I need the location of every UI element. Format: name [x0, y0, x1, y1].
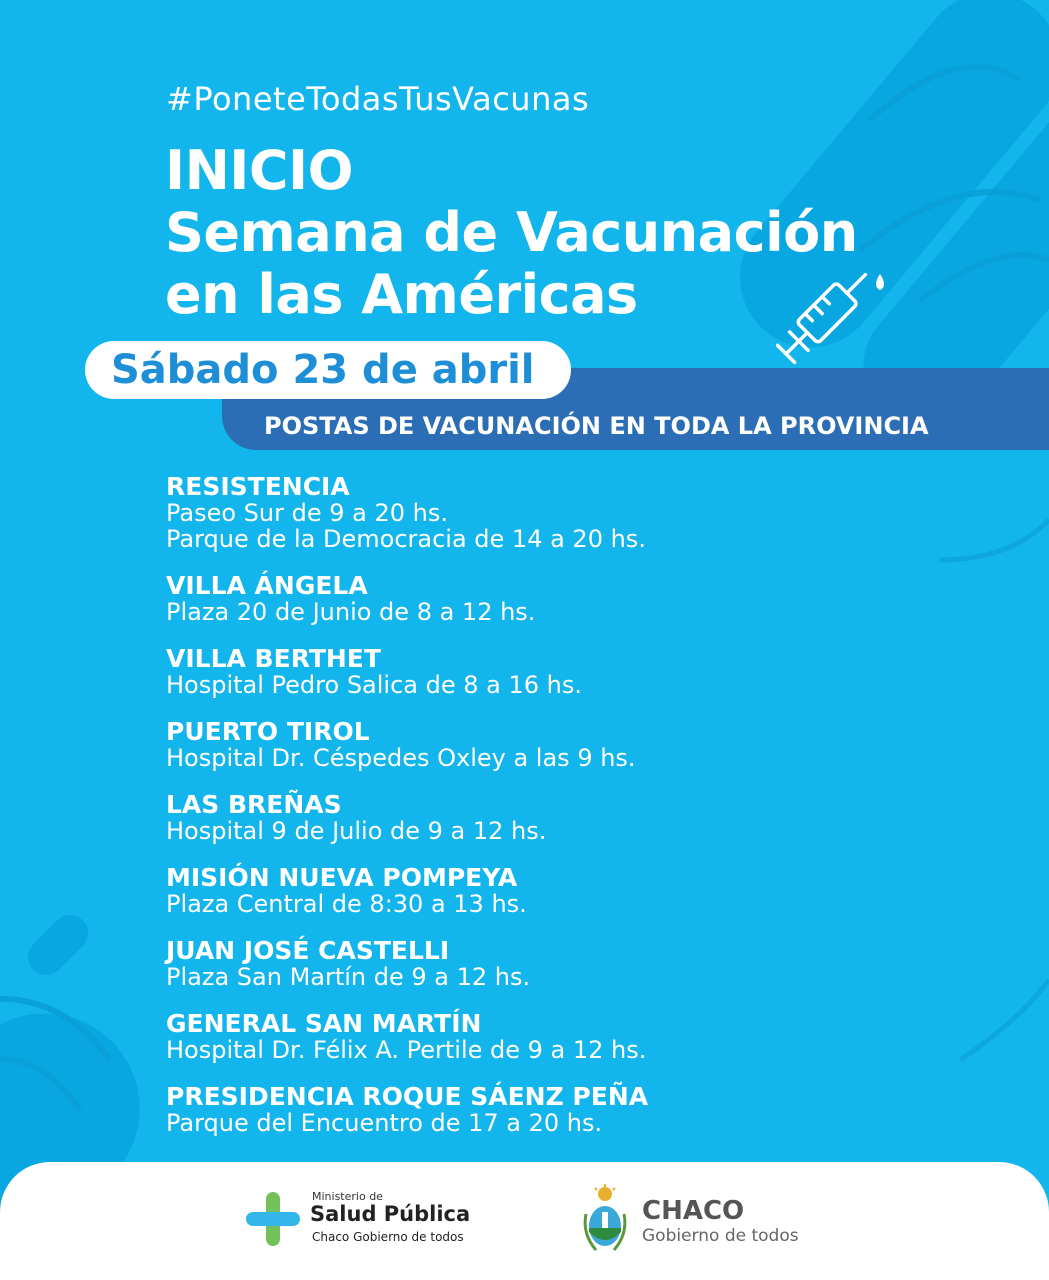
location-place: Parque de la Democracia de 14 a 20 hs. — [166, 525, 646, 553]
location-item — [166, 865, 648, 917]
location-name: PUERTO TIROL — [166, 717, 370, 746]
coat-of-arms-icon — [580, 1184, 630, 1256]
ministry-tagline: Chaco Gobierno de todos — [312, 1230, 464, 1244]
location-place: Hospital Pedro Salica de 8 a 16 hs. — [166, 671, 583, 699]
location-name: GENERAL SAN MARTÍN — [166, 1009, 482, 1038]
location-place: Plaza 20 de Junio de 8 a 12 hs. — [166, 598, 536, 626]
ministry-logo — [246, 1190, 506, 1250]
location-name: VILLA ÁNGELA — [166, 571, 368, 600]
location-item — [166, 1084, 648, 1136]
location-place: Paseo Sur de 9 a 20 hs. — [166, 499, 448, 527]
location-place: Plaza Central de 8:30 a 13 hs. — [166, 890, 527, 918]
hashtag: #PoneteTodasTusVacunas — [166, 80, 590, 118]
date-label: Sábado 23 de abril — [111, 347, 535, 393]
location-name: RESISTENCIA — [166, 472, 350, 501]
ministry-name: Salud Pública — [310, 1202, 471, 1226]
chaco-logo — [580, 1184, 820, 1264]
location-item — [166, 646, 648, 698]
location-place: Parque del Encuentro de 17 a 20 hs. — [166, 1109, 603, 1137]
location-item — [166, 938, 648, 990]
health-cross-icon — [246, 1192, 300, 1246]
location-item — [166, 1011, 648, 1063]
location-name: LAS BREÑAS — [166, 790, 342, 819]
title-line-2: Semana de Vacunación — [165, 201, 858, 264]
chaco-tagline: Gobierno de todos — [642, 1226, 799, 1246]
location-name: MISIÓN NUEVA POMPEYA — [166, 863, 518, 892]
location-place: Plaza San Martín de 9 a 12 hs. — [166, 963, 531, 991]
date-pill — [85, 341, 571, 399]
location-item — [166, 719, 648, 771]
location-item — [166, 792, 648, 844]
location-name: PRESIDENCIA ROQUE SÁENZ PEÑA — [166, 1082, 649, 1111]
ministry-label: Ministerio de — [312, 1190, 383, 1203]
location-place: Hospital Dr. Félix A. Pertile de 9 a 12 hs. — [166, 1036, 647, 1064]
location-name: JUAN JOSÉ CASTELLI — [166, 936, 450, 965]
location-name: VILLA BERTHET — [166, 644, 381, 673]
title-line-3: en las Américas — [165, 263, 638, 326]
location-place: Hospital Dr. Céspedes Oxley a las 9 hs. — [166, 744, 636, 772]
chaco-title: CHACO — [642, 1196, 745, 1226]
subtitle-label: POSTAS DE VACUNACIÓN EN TODA LA PROVINCIA — [264, 412, 929, 440]
title-line-1: INICIO — [165, 139, 354, 202]
location-item — [166, 573, 648, 625]
location-place: Hospital 9 de Julio de 9 a 12 hs. — [166, 817, 547, 845]
location-item — [166, 474, 648, 552]
footer — [0, 1162, 1049, 1280]
location-list — [166, 474, 648, 1157]
page-title — [165, 140, 858, 326]
